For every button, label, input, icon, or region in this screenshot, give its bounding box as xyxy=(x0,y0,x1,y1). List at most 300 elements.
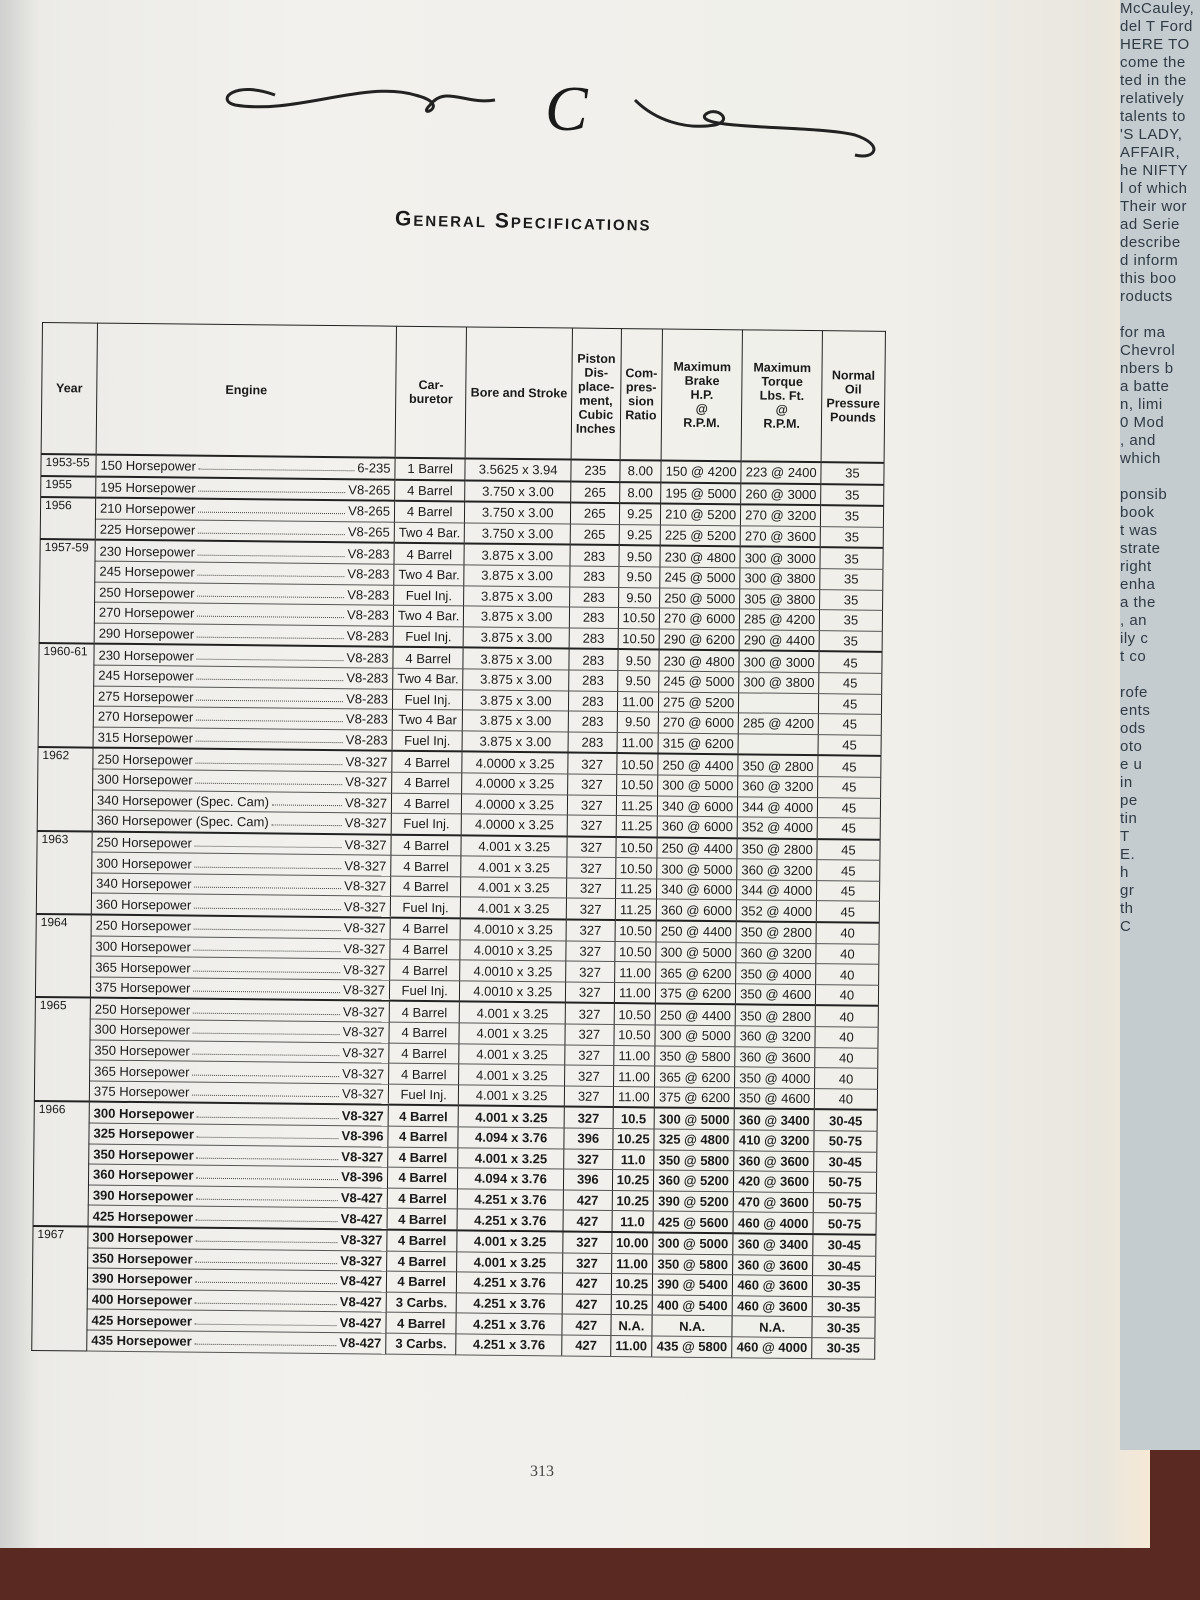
torque-cell: 420 @ 3600 xyxy=(734,1171,814,1192)
compression-cell: 10.25 xyxy=(612,1170,654,1191)
adjacent-page-line: l of which xyxy=(1120,180,1188,197)
bore-stroke-cell: 4.001 x 3.25 xyxy=(459,1023,565,1045)
engine-horsepower: 250 Horsepower xyxy=(95,917,192,934)
torque-cell: 285 @ 4200 xyxy=(738,713,818,734)
adjacent-page-line: ily c xyxy=(1120,630,1149,647)
bore-stroke-cell: 4.001 x 3.25 xyxy=(457,1251,563,1273)
carburetor-cell: 4 Barrel xyxy=(392,751,463,773)
brake-hp-cell: 350 @ 5800 xyxy=(653,1254,733,1275)
bore-stroke-cell: 4.0010 x 3.25 xyxy=(460,981,566,1003)
torque-cell: 360 @ 3200 xyxy=(736,942,816,963)
engine-horsepower: 300 Horsepower xyxy=(96,855,192,872)
compression-cell: N.A. xyxy=(611,1315,653,1336)
displacement-cell: 265 xyxy=(570,503,619,525)
bore-stroke-cell: 4.251 x 3.76 xyxy=(457,1293,563,1315)
bore-stroke-cell: 4.251 x 3.76 xyxy=(457,1209,563,1231)
bore-stroke-cell: 4.0010 x 3.25 xyxy=(460,960,566,982)
engine-cell xyxy=(87,1330,386,1354)
engine-code: V8-283 xyxy=(346,670,389,686)
engine-code: V8-283 xyxy=(346,607,390,624)
oil-pressure-cell: 40 xyxy=(816,964,879,985)
oil-pressure-cell: 35 xyxy=(820,548,883,570)
engine-horsepower: 300 Horsepower xyxy=(97,771,193,788)
compression-cell: 11.25 xyxy=(616,795,658,816)
oil-pressure-cell: 40 xyxy=(815,1006,878,1028)
engine-code: V8-427 xyxy=(340,1190,383,1206)
carburetor-cell: 4 Barrel xyxy=(395,479,466,501)
carburetor-cell: 4 Barrel xyxy=(390,918,461,940)
oil-pressure-cell: 40 xyxy=(815,1027,878,1048)
displacement-cell: 427 xyxy=(562,1273,611,1294)
oil-pressure-cell: 40 xyxy=(816,922,879,944)
bore-stroke-cell: 3.875 x 3.00 xyxy=(464,606,570,628)
brake-hp-cell: 360 @ 6000 xyxy=(656,899,736,921)
displacement-cell: 283 xyxy=(569,649,618,671)
column-header: Bore and Stroke xyxy=(466,327,573,460)
bore-stroke-cell: 3.750 x 3.00 xyxy=(465,480,571,503)
engine-code: V8-327 xyxy=(341,1086,385,1102)
engine-code: V8-327 xyxy=(344,815,387,832)
adjacent-page-line xyxy=(1120,666,1200,684)
engine-horsepower: 340 Horsepower (Spec. Cam) xyxy=(96,792,270,810)
bore-stroke-cell: 3.5625 x 3.94 xyxy=(465,458,571,481)
compression-cell: 11.0 xyxy=(612,1211,654,1233)
displacement-cell: 427 xyxy=(563,1190,612,1211)
oil-pressure-cell: 35 xyxy=(820,610,883,631)
displacement-cell: 235 xyxy=(571,460,620,482)
adjacent-page-line: h xyxy=(1120,864,1129,881)
brake-hp-cell: 245 @ 5000 xyxy=(660,567,740,588)
adjacent-page-line: strate xyxy=(1120,540,1161,557)
carburetor-cell: 4 Barrel xyxy=(391,855,462,876)
compression-cell: 8.00 xyxy=(619,482,661,504)
compression-cell: 10.50 xyxy=(616,774,658,795)
torque-cell: 352 @ 4000 xyxy=(736,900,816,922)
oil-pressure-cell: 35 xyxy=(821,484,884,506)
engine-horsepower: 390 Horsepower xyxy=(91,1271,193,1288)
displacement-cell: 427 xyxy=(563,1210,612,1232)
oil-pressure-cell: 45 xyxy=(817,860,880,881)
carburetor-cell: 4 Barrel xyxy=(386,1313,457,1334)
column-header: Maximum Torque Lbs. Ft. @ R.P.M. xyxy=(741,330,822,462)
engine-horsepower: 300 Horsepower xyxy=(93,1105,195,1122)
brake-hp-cell: 290 @ 6200 xyxy=(659,629,739,651)
carburetor-cell: Two 4 Bar xyxy=(392,709,463,730)
engine-code: V8-327 xyxy=(344,794,388,811)
specifications-table xyxy=(31,322,885,1359)
brake-hp-cell: 250 @ 4400 xyxy=(657,837,737,859)
year-cell: 1964 xyxy=(35,914,91,998)
carburetor-cell: 4 Barrel xyxy=(394,543,465,565)
torque-cell: 300 @ 3000 xyxy=(739,651,819,673)
adjacent-page-line: come the xyxy=(1120,54,1186,71)
oil-pressure-cell: 45 xyxy=(817,818,880,840)
year-cell: 1967 xyxy=(32,1226,88,1351)
oil-pressure-cell: 30-45 xyxy=(813,1255,876,1276)
adjacent-page-line: gr xyxy=(1120,882,1135,899)
adjacent-page-line: pe xyxy=(1120,792,1138,809)
compression-cell: 10.50 xyxy=(616,753,658,775)
carburetor-cell: 4 Barrel xyxy=(394,501,465,523)
engine-code: V8-265 xyxy=(347,524,390,540)
engine-cell xyxy=(96,476,395,501)
oil-pressure-cell: 45 xyxy=(817,839,880,861)
engine-horsepower: 195 Horsepower xyxy=(100,479,196,496)
engine-horsepower: 300 Horsepower xyxy=(92,1229,193,1246)
torque-cell: 350 @ 4000 xyxy=(735,1067,815,1088)
engine-horsepower: 290 Horsepower xyxy=(98,625,195,642)
oil-pressure-cell: 50-75 xyxy=(813,1213,876,1235)
compression-cell: 11.25 xyxy=(615,899,657,921)
year-cell: 1956 xyxy=(40,497,95,540)
carburetor-cell: 3 Carbs. xyxy=(386,1292,457,1313)
carburetor-cell: Fuel Inj. xyxy=(393,626,464,648)
carburetor-cell: 4 Barrel xyxy=(391,834,462,856)
oil-pressure-cell: 40 xyxy=(816,984,879,1006)
compression-cell: 8.00 xyxy=(619,460,661,482)
engine-horsepower: 250 Horsepower xyxy=(94,1001,191,1018)
carburetor-cell: 4 Barrel xyxy=(391,876,462,897)
engine-horsepower: 300 Horsepower xyxy=(94,1021,191,1038)
bore-stroke-cell: 4.094 x 3.76 xyxy=(458,1127,564,1149)
engine-horsepower: 270 Horsepower xyxy=(97,709,194,726)
compression-cell: 11.00 xyxy=(613,1045,655,1066)
bore-stroke-cell: 4.0000 x 3.25 xyxy=(462,752,568,774)
engine-horsepower: 150 Horsepower xyxy=(100,457,196,474)
brake-hp-cell: 360 @ 6000 xyxy=(657,816,737,838)
displacement-cell: 283 xyxy=(569,628,618,650)
bore-stroke-cell: 3.875 x 3.00 xyxy=(462,731,568,753)
compression-cell: 11.00 xyxy=(610,1335,652,1356)
adjacent-page-line: ents xyxy=(1120,702,1151,719)
oil-pressure-cell: 50-75 xyxy=(814,1131,877,1152)
brake-hp-cell: 250 @ 4400 xyxy=(656,921,736,943)
ornament-letter: C xyxy=(545,73,588,144)
oil-pressure-cell: 30-45 xyxy=(813,1234,876,1256)
adjacent-page-line: this boo xyxy=(1120,270,1177,287)
torque-cell: 360 @ 3600 xyxy=(734,1150,814,1171)
brake-hp-cell: 425 @ 5600 xyxy=(653,1211,733,1233)
adjacent-page-line: , and xyxy=(1120,432,1156,449)
compression-cell: 11.00 xyxy=(613,1086,655,1108)
bore-stroke-cell: 4.001 x 3.25 xyxy=(459,1085,565,1107)
torque-cell: 300 @ 3000 xyxy=(740,547,820,569)
displacement-cell: 327 xyxy=(563,1231,612,1253)
engine-code: V8-283 xyxy=(345,732,388,748)
compression-cell: 9.50 xyxy=(617,712,659,733)
adjacent-page-line: d inform xyxy=(1120,252,1179,269)
engine-horsepower: 210 Horsepower xyxy=(99,501,196,518)
bore-stroke-cell: 4.001 x 3.25 xyxy=(461,856,567,878)
adjacent-page-line: a the xyxy=(1120,594,1156,611)
torque-cell xyxy=(739,692,819,713)
oil-pressure-cell: 45 xyxy=(816,901,879,923)
torque-cell: 300 @ 3800 xyxy=(740,568,820,589)
year-cell: 1963 xyxy=(36,831,92,915)
bore-stroke-cell: 3.750 x 3.00 xyxy=(465,502,571,524)
bore-stroke-cell: 4.001 x 3.25 xyxy=(459,1064,565,1086)
engine-horsepower: 340 Horsepower xyxy=(96,875,192,892)
torque-cell: 360 @ 3200 xyxy=(735,1026,815,1047)
compression-cell: 10.50 xyxy=(618,608,660,629)
displacement-cell: 327 xyxy=(566,941,615,962)
adjacent-page-line: n, limi xyxy=(1120,396,1163,413)
carburetor-cell: 4 Barrel xyxy=(386,1271,457,1292)
torque-cell: 360 @ 3400 xyxy=(734,1109,814,1131)
bore-stroke-cell: 4.0000 x 3.25 xyxy=(462,773,568,795)
brake-hp-cell: 300 @ 5000 xyxy=(654,1108,734,1130)
engine-horsepower: 435 Horsepower xyxy=(91,1332,192,1349)
oil-pressure-cell: 45 xyxy=(818,777,881,798)
displacement-cell: 327 xyxy=(566,961,615,982)
displacement-cell: 265 xyxy=(570,524,619,546)
carburetor-cell: Fuel Inj. xyxy=(391,813,462,835)
brake-hp-cell: 250 @ 4400 xyxy=(655,1004,735,1026)
oil-pressure-cell: 35 xyxy=(819,630,882,652)
bore-stroke-cell: 3.875 x 3.00 xyxy=(463,669,569,691)
adjacent-page-line: E. xyxy=(1120,846,1136,863)
carburetor-cell: 3 Carbs. xyxy=(386,1333,457,1354)
displacement-cell: 327 xyxy=(565,982,614,1004)
engine-code: 6-235 xyxy=(357,460,391,476)
bore-stroke-cell: 4.251 x 3.76 xyxy=(458,1189,564,1211)
displacement-cell: 327 xyxy=(568,753,617,775)
compression-cell: 11.00 xyxy=(614,982,656,1004)
engine-code: V8-427 xyxy=(339,1294,382,1310)
engine-horsepower: 365 Horsepower xyxy=(94,1063,190,1080)
brake-hp-cell: 300 @ 5000 xyxy=(658,775,738,796)
bore-stroke-cell: 3.875 x 3.00 xyxy=(463,689,569,711)
torque-cell: 360 @ 3600 xyxy=(733,1254,813,1275)
adjacent-page-line: enha xyxy=(1120,576,1156,593)
torque-cell: 460 @ 4000 xyxy=(732,1337,812,1358)
displacement-cell: 327 xyxy=(567,795,616,816)
engine-code: V8-327 xyxy=(340,1253,383,1269)
torque-cell: 350 @ 2800 xyxy=(738,755,818,777)
adjacent-page-line: oto xyxy=(1120,738,1143,755)
bore-stroke-cell: 3.875 x 3.00 xyxy=(464,585,570,607)
column-header: Normal Oil Pressure Pounds xyxy=(821,331,885,463)
column-header: Com- pres- sion Ratio xyxy=(620,329,663,461)
torque-cell: 360 @ 3400 xyxy=(733,1233,813,1255)
compression-cell: 11.00 xyxy=(613,1066,655,1087)
engine-code: V8-327 xyxy=(344,878,387,894)
adjacent-page xyxy=(1120,0,1200,1450)
compression-cell: 9.25 xyxy=(619,524,661,546)
carburetor-cell: Two 4 Bar. xyxy=(394,564,465,585)
engine-horsepower: 250 Horsepower xyxy=(97,751,193,768)
carburetor-cell: Fuel Inj. xyxy=(392,689,463,710)
compression-cell: 11.25 xyxy=(615,878,657,899)
engine-horsepower: 360 Horsepower xyxy=(95,896,192,913)
adjacent-page-line: ad Serie xyxy=(1120,216,1180,233)
compression-cell: 10.50 xyxy=(618,628,660,650)
torque-cell: 290 @ 4400 xyxy=(739,630,819,652)
carburetor-cell: 4 Barrel xyxy=(389,1022,460,1043)
engine-code: V8-327 xyxy=(341,1149,384,1165)
torque-cell: 350 @ 2800 xyxy=(737,838,817,860)
compression-cell: 10.50 xyxy=(614,1025,656,1046)
oil-pressure-cell: 30-45 xyxy=(814,1110,877,1132)
carburetor-cell: Two 4 Bar. xyxy=(393,668,464,689)
oil-pressure-cell: 35 xyxy=(820,589,883,610)
engine-horsepower: 230 Horsepower xyxy=(99,543,196,560)
engine-horsepower: 375 Horsepower xyxy=(94,979,191,996)
compression-cell: 10.25 xyxy=(612,1129,654,1150)
engine-horsepower: 425 Horsepower xyxy=(91,1312,193,1329)
oil-pressure-cell: 40 xyxy=(816,943,879,964)
engine-code: V8-327 xyxy=(343,982,386,998)
compression-cell: 11.00 xyxy=(617,691,659,712)
engine-horsepower: 315 Horsepower xyxy=(97,729,194,746)
brake-hp-cell: 325 @ 4800 xyxy=(654,1129,734,1150)
brake-hp-cell: 300 @ 5000 xyxy=(656,942,736,963)
carburetor-cell: 4 Barrel xyxy=(390,959,461,980)
torque-cell: 350 @ 4000 xyxy=(736,963,816,984)
compression-cell: 9.50 xyxy=(619,545,661,567)
engine-code: V8-283 xyxy=(345,711,388,728)
engine-code: V8-283 xyxy=(346,628,389,644)
bore-stroke-cell: 4.251 x 3.76 xyxy=(457,1272,563,1294)
engine-code: V8-327 xyxy=(343,898,386,915)
displacement-cell: 283 xyxy=(570,545,619,567)
displacement-cell: 396 xyxy=(564,1128,613,1149)
adjacent-page-line: Their wor xyxy=(1120,198,1188,215)
year-cell: 1965 xyxy=(34,997,90,1102)
bore-stroke-cell: 4.251 x 3.76 xyxy=(456,1334,562,1356)
carburetor-cell: 4 Barrel xyxy=(387,1230,458,1252)
bore-stroke-cell: 4.001 x 3.25 xyxy=(459,1106,565,1128)
engine-horsepower: 350 Horsepower xyxy=(93,1146,194,1163)
year-cell: 1960-61 xyxy=(38,643,94,748)
adjacent-page-line: McCauley, xyxy=(1120,0,1195,17)
engine-horsepower: 360 Horsepower (Spec. Cam) xyxy=(96,812,269,830)
compression-cell: 10.50 xyxy=(614,1003,656,1025)
displacement-cell: 427 xyxy=(562,1314,611,1335)
displacement-cell: 327 xyxy=(567,815,616,837)
bore-stroke-cell: 4.001 x 3.25 xyxy=(461,897,567,919)
bore-stroke-cell: 4.001 x 3.25 xyxy=(459,1044,565,1066)
displacement-cell: 283 xyxy=(568,711,617,732)
bore-stroke-cell: 4.001 x 3.25 xyxy=(460,1002,566,1024)
adjacent-page-line: t was xyxy=(1120,522,1158,539)
carburetor-cell: Fuel Inj. xyxy=(389,980,460,1002)
column-header: Maximum Brake H.P. @ R.P.M. xyxy=(661,329,742,461)
compression-cell: 11.00 xyxy=(614,962,656,983)
engine-code: V8-327 xyxy=(342,1003,385,1020)
bore-stroke-cell: 4.001 x 3.25 xyxy=(457,1230,563,1252)
bore-stroke-cell: 3.875 x 3.00 xyxy=(464,565,570,587)
compression-cell: 10.00 xyxy=(611,1232,653,1254)
engine-code: V8-327 xyxy=(344,837,387,853)
engine-horsepower: 300 Horsepower xyxy=(95,938,191,955)
oil-pressure-cell: 35 xyxy=(820,569,883,590)
brake-hp-cell: 360 @ 5200 xyxy=(654,1170,734,1191)
brake-hp-cell: 300 @ 5000 xyxy=(653,1232,733,1254)
compression-cell: 10.50 xyxy=(614,941,656,962)
column-header: Engine xyxy=(96,323,396,458)
compression-cell: 10.50 xyxy=(615,858,657,879)
adjacent-page-line: HERE TO xyxy=(1120,36,1190,53)
oil-pressure-cell: 45 xyxy=(819,673,882,694)
bore-stroke-cell: 4.251 x 3.76 xyxy=(456,1313,562,1335)
displacement-cell: 327 xyxy=(568,774,617,795)
carburetor-cell: 4 Barrel xyxy=(389,1001,460,1023)
engine-horsepower: 350 Horsepower xyxy=(94,1042,190,1059)
engine-code: V8-427 xyxy=(340,1210,383,1227)
carburetor-cell: 4 Barrel xyxy=(392,772,463,793)
carburetor-cell: 4 Barrel xyxy=(389,1063,460,1084)
adjacent-page-line: tin xyxy=(1120,810,1138,827)
page-title: General Specifications xyxy=(394,207,652,236)
compression-cell: 10.25 xyxy=(611,1294,653,1315)
brake-hp-cell: 365 @ 6200 xyxy=(656,962,736,983)
adjacent-page-line: ted in the xyxy=(1120,72,1187,89)
engine-horsepower: 230 Horsepower xyxy=(98,647,194,664)
engine-code: V8-327 xyxy=(342,1024,385,1040)
engine-horsepower: 275 Horsepower xyxy=(98,688,194,705)
engine-horsepower: 400 Horsepower xyxy=(91,1291,193,1308)
displacement-cell: 327 xyxy=(565,1024,614,1045)
carburetor-cell: Two 4 Bar. xyxy=(393,605,464,626)
brake-hp-cell: 390 @ 5400 xyxy=(652,1274,732,1295)
adjacent-page-line: in xyxy=(1120,774,1133,791)
compression-cell: 9.50 xyxy=(617,649,659,671)
brake-hp-cell: 250 @ 4400 xyxy=(658,754,738,776)
oil-pressure-cell: 30-35 xyxy=(812,1296,875,1317)
compression-cell: 11.0 xyxy=(612,1149,654,1170)
displacement-cell: 327 xyxy=(565,1045,614,1066)
brake-hp-cell: 250 @ 5000 xyxy=(660,588,740,609)
torque-cell: 223 @ 2400 xyxy=(741,461,821,483)
adjacent-page-line: t co xyxy=(1120,648,1147,665)
bore-stroke-cell: 4.0000 x 3.25 xyxy=(462,814,568,836)
engine-horsepower: 425 Horsepower xyxy=(92,1208,194,1225)
torque-cell xyxy=(738,734,818,756)
displacement-cell: 283 xyxy=(568,691,617,712)
oil-pressure-cell: 35 xyxy=(820,526,883,548)
displacement-cell: 327 xyxy=(564,1086,613,1108)
engine-code: V8-427 xyxy=(339,1335,382,1351)
compression-cell: 10.25 xyxy=(612,1190,654,1211)
bore-stroke-cell: 4.0000 x 3.25 xyxy=(462,793,568,815)
torque-cell: 460 @ 4000 xyxy=(733,1212,813,1234)
bore-stroke-cell: 3.875 x 3.00 xyxy=(464,627,570,649)
bore-stroke-cell: 3.875 x 3.00 xyxy=(464,544,570,566)
carburetor-cell: Fuel Inj. xyxy=(394,585,465,606)
adjacent-page-line: describe xyxy=(1120,234,1181,251)
torque-cell: 470 @ 3600 xyxy=(733,1192,813,1213)
engine-horsepower: 225 Horsepower xyxy=(99,521,196,538)
engine-horsepower: 250 Horsepower xyxy=(96,834,193,851)
adjacent-page-line: 'S LADY, xyxy=(1120,126,1183,143)
compression-cell: 10.5 xyxy=(613,1107,655,1129)
brake-hp-cell: 315 @ 6200 xyxy=(658,733,738,755)
year-cell: 1962 xyxy=(37,747,93,831)
carburetor-cell: 1 Barrel xyxy=(395,458,466,480)
compression-cell: 10.50 xyxy=(615,920,657,942)
engine-code: V8-427 xyxy=(339,1273,383,1290)
torque-cell: N.A. xyxy=(732,1316,812,1337)
displacement-cell: 327 xyxy=(565,1065,614,1086)
bore-stroke-cell: 4.094 x 3.76 xyxy=(458,1168,564,1190)
bore-stroke-cell: 3.750 x 3.00 xyxy=(465,523,571,545)
adjacent-page-line: ods xyxy=(1120,720,1146,737)
displacement-cell: 327 xyxy=(566,898,615,920)
adjacent-page-line: right xyxy=(1120,558,1152,575)
column-header: Car- buretor xyxy=(395,326,467,458)
torque-cell: 460 @ 3600 xyxy=(732,1296,812,1317)
